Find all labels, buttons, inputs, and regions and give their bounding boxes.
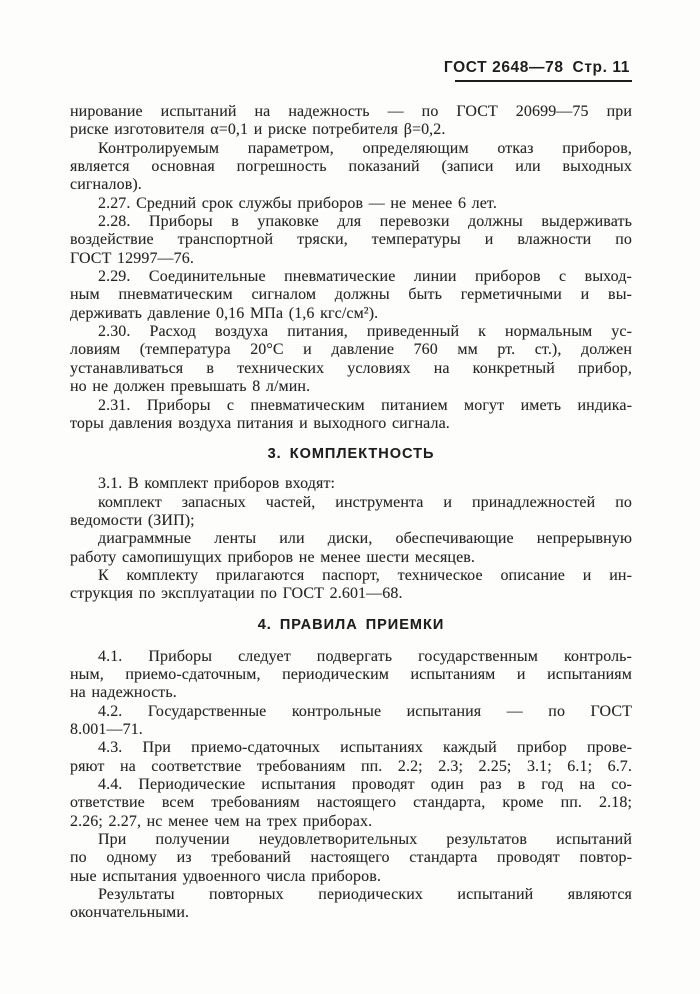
text-line: держивать давление 0,16 МПа (1,6 кгс/см²). (70, 304, 379, 322)
text-line: ным, приемо-сдаточным, периодическим испытаниям и испытаниям (70, 665, 632, 683)
text-line: ответствие всем требованиям настоящего стандарта, кроме пп. 2.18; (70, 794, 632, 812)
text-line: Контролируемым параметром, определяющим отказ приборов, (98, 139, 632, 157)
text-line: 8.001—71. (70, 720, 143, 738)
text-line: торы давления воздуха питания и выходного сигнала. (70, 414, 450, 432)
text-line: ловиям (температура 20°С и давление 760 мм рт. ст.), должен (70, 341, 632, 359)
text-line: нирование испытаний на надежность — по ГОСТ 20699—75 при (70, 103, 632, 120)
text-line: 4.1. Приборы следует подвергать государственным контроль- (98, 647, 632, 665)
text-line: 3.1. В комплект приборов входят: (98, 475, 336, 493)
header-rule (455, 80, 632, 82)
text-line: комплект запасных частей, инструмента и принадлежностей по (98, 493, 632, 511)
text-line: является основная погрешность показаний (записи или выходных (70, 158, 632, 176)
text-line: ряют на соответствие требованиям пп. 2.2; 2.3; 2.25; 3.1; 6.1; 6.7. (70, 757, 632, 775)
text-line: окончательными. (70, 904, 190, 922)
page-header (444, 59, 630, 77)
text-line: риске изготовителя α=0,1 и риске потребителя β=0,2. (70, 121, 446, 139)
section-heading: 4. ПРАВИЛА ПРИЕМКИ (257, 616, 445, 633)
text-line: ные испытания удвоенного числа приборов. (70, 867, 381, 885)
text-line: 4.3. При приемо-сдаточных испытаниях каждый прибор прове- (98, 739, 632, 757)
text-line: устанавливаться в технических условиях на конкретный прибор, (70, 359, 632, 377)
text-line: 2.28. Приборы в упаковке для перевозки должны выдерживать (98, 213, 632, 231)
text-line: но не должен превышать 8 л/мин. (70, 378, 311, 396)
text-line: ГОСТ 12997—76. (70, 249, 194, 267)
text-line: струкция по эксплуатации по ГОСТ 2.601—68. (70, 585, 403, 603)
text-line: К комплекту прилагаются паспорт, техническое описание и ин- (98, 566, 632, 584)
text-line: 4.4. Периодические испытания проводят один раз в год на со- (98, 776, 632, 793)
text-line: на надежность. (70, 684, 177, 702)
section-heading: 3. КОМПЛЕКТНОСТЬ (267, 446, 435, 463)
text-line: 2.27. Средний срок службы приборов — не менее 6 лет. (98, 194, 497, 212)
text-line: по одному из требований настоящего стандарта проводят повтор- (70, 849, 632, 867)
document-number: ГОСТ 2648—78 (443, 59, 564, 76)
text-line: 2.30. Расход воздуха питания, приведенный к нормальным ус- (98, 323, 632, 341)
text-line: Результаты повторных периодических испытаний являются (98, 886, 632, 904)
text-line: 4.2. Государственные контрольные испытания — по ГОСТ (98, 702, 632, 720)
text-line: 2.26; 2.27, нс менее чем на трех приборах. (70, 812, 373, 830)
page-number-label: Стр. 11 (572, 59, 630, 76)
text-line: ным пневматическим сигналом должны быть герметичными и вы- (70, 286, 632, 304)
document-body (70, 103, 632, 923)
text-line: сигналов). (70, 176, 142, 194)
text-line: ведомости (ЗИП); (70, 511, 195, 529)
text-line: 2.29. Соединительные пневматические линии приборов с выход- (98, 268, 632, 286)
text-line: При получении неудовлетворительных результатов испытаний (98, 831, 632, 849)
text-line: воздействие транспортной тряски, температуры и влажности по (70, 231, 632, 249)
text-line: 2.31. Приборы с пневматическим питанием могут иметь индика- (98, 396, 632, 414)
text-line: работу самопишущих приборов не менее шести месяцев. (70, 548, 476, 566)
text-line: диаграммные ленты или диски, обеспечивающие непрерывную (98, 530, 632, 548)
